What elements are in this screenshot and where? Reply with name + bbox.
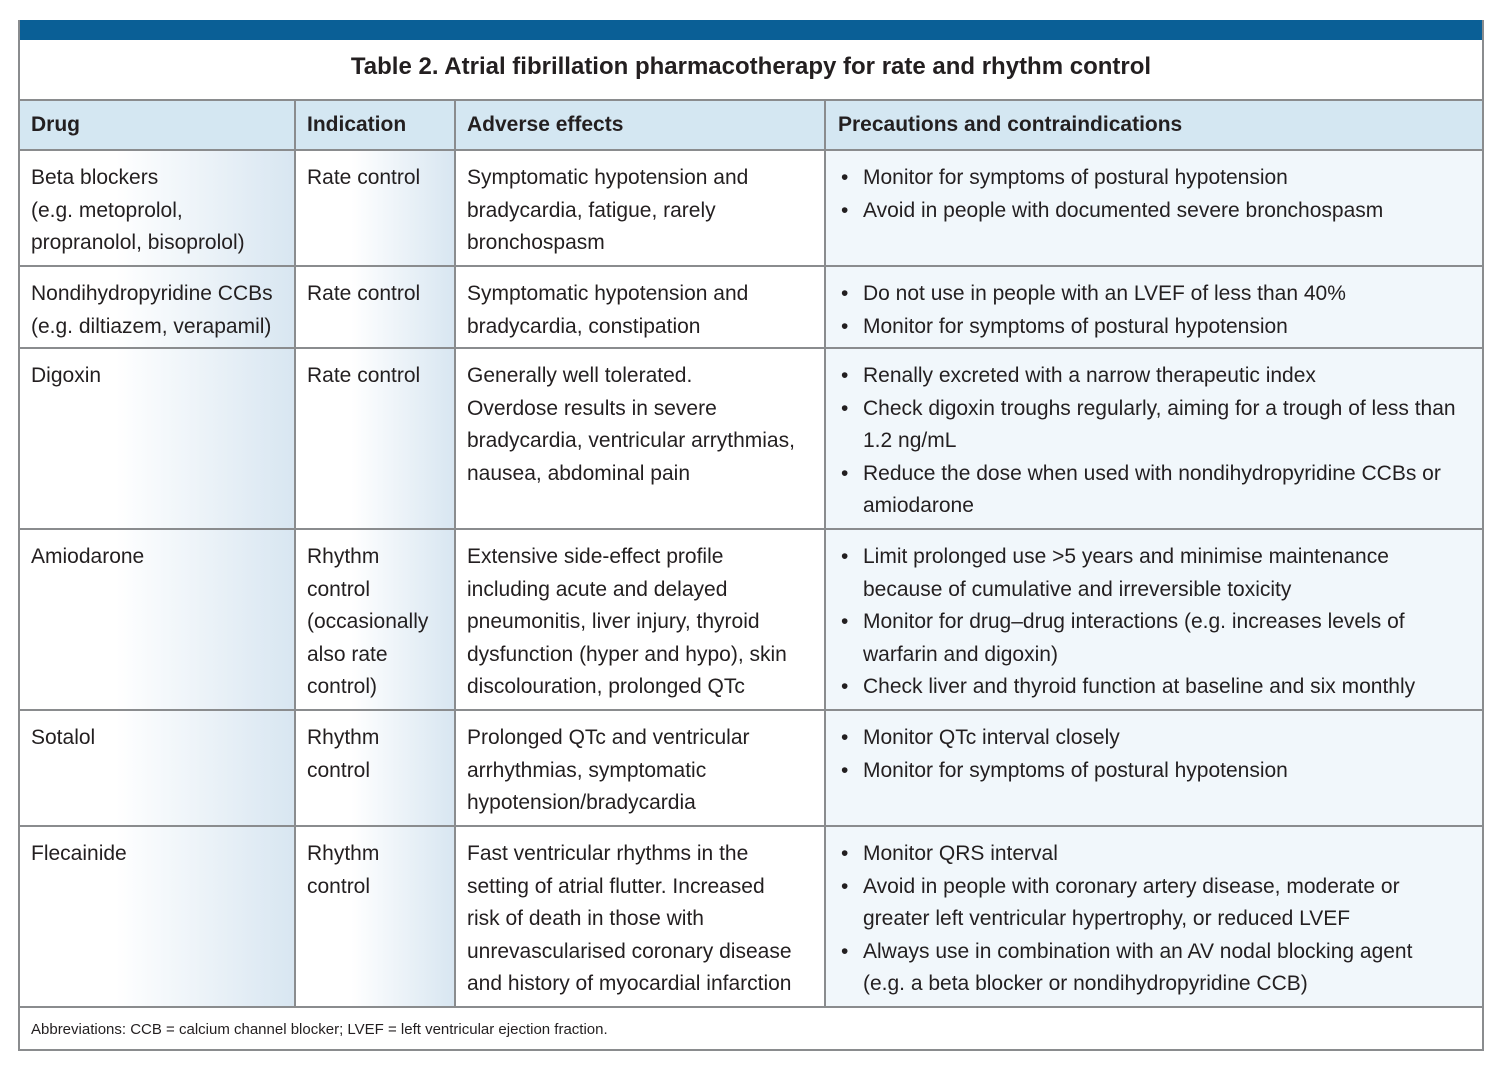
precautions-cell xyxy=(824,827,1482,1006)
cell-line: Amiodarone xyxy=(31,545,145,568)
table-row xyxy=(20,827,1482,1008)
cell-line: hypotension/bradycardia xyxy=(467,791,696,814)
cell-line: pneumonitis, liver injury, thyroid xyxy=(467,610,760,633)
cell-line: Rhythm xyxy=(307,842,380,865)
cell-line: Rate control xyxy=(307,364,421,387)
precaution-item xyxy=(838,671,1472,704)
indication-cell xyxy=(294,349,454,528)
cell-line: dysfunction (hyper and hypo), skin xyxy=(467,642,787,666)
cell-line: bradycardia, fatigue, rarely xyxy=(467,198,716,222)
adverse-effects-cell xyxy=(454,530,824,709)
cell-line: (e.g. metoprolol, xyxy=(31,198,183,222)
cell-line: Rhythm xyxy=(307,726,380,749)
cell-line: • Always use in combination with an AV nodal blocking agent xyxy=(863,939,1413,963)
cell-line: (occasionally xyxy=(307,610,429,633)
adverse-effects-cell xyxy=(454,267,824,347)
precautions-list xyxy=(838,278,1472,343)
cell-line: greater left ventricular hypertrophy, or reduced LVEF xyxy=(863,907,1351,930)
cell-line: Generally well tolerated. xyxy=(467,364,693,387)
cell-line: Extensive side-effect profile xyxy=(467,545,724,568)
precaution-item xyxy=(838,541,1472,606)
cell-line: bradycardia, constipation xyxy=(467,314,701,338)
adverse-effects-cell xyxy=(454,151,824,265)
precaution-item xyxy=(838,278,1472,311)
cell-line: • Do not use in people with an LVEF of less than 40% xyxy=(863,282,1346,305)
precaution-item xyxy=(838,838,1472,871)
cell-line: and history of myocardial infarction xyxy=(467,972,792,995)
header-drug: Drug xyxy=(31,113,80,136)
cell-line: Digoxin xyxy=(31,364,102,387)
cell-line: Overdose results in severe xyxy=(467,396,717,420)
indication-cell xyxy=(294,530,454,709)
precautions-cell xyxy=(824,530,1482,709)
cell-line: Rate control xyxy=(307,166,421,189)
header-indication: Indication xyxy=(294,101,454,149)
indication-cell xyxy=(294,151,454,265)
cell-line: control xyxy=(307,758,371,782)
cell-line: control) xyxy=(307,675,378,698)
cell-line: Symptomatic hypotension and xyxy=(467,282,749,305)
drug-cell xyxy=(20,711,294,825)
table-row xyxy=(20,349,1482,530)
table-title: Table 2. Atrial fibrillation pharmacotherapy for rate and rhythm control xyxy=(20,40,1482,101)
precaution-item xyxy=(838,162,1472,195)
cell-line: • Check digoxin troughs regularly, aiming for a trough of less than xyxy=(863,396,1456,420)
cell-line: bronchospasm xyxy=(467,231,605,254)
cell-line: • Monitor for symptoms of postural hypotension xyxy=(863,166,1288,189)
header-row xyxy=(20,101,1482,151)
drug-cell xyxy=(20,530,294,709)
cell-line: also rate xyxy=(307,642,388,666)
precautions-cell xyxy=(824,151,1482,265)
cell-line: • Avoid in people with documented severe bronchospasm xyxy=(863,198,1384,222)
cell-line: Sotalol xyxy=(31,726,96,749)
table-row xyxy=(20,151,1482,267)
cell-line: • Avoid in people with coronary artery disease, moderate or xyxy=(863,874,1400,898)
cell-line: • Monitor for drug–drug interactions (e.g. increases levels of xyxy=(863,610,1405,633)
cell-line: bradycardia, ventricular arrythmias, xyxy=(467,429,795,452)
cell-line: Symptomatic hypotension and xyxy=(467,166,749,189)
cell-line: arrhythmias, symptomatic xyxy=(467,758,707,782)
cell-line: • Monitor for symptoms of postural hypotension xyxy=(863,314,1288,338)
cell-line: amiodarone xyxy=(863,494,974,517)
indication-cell xyxy=(294,267,454,347)
precautions-cell xyxy=(824,349,1482,528)
cell-line: control xyxy=(307,874,371,898)
precaution-item xyxy=(838,722,1472,755)
precaution-item xyxy=(838,936,1472,1001)
header-precautions: Precautions and contraindications xyxy=(824,101,1482,149)
cell-line: including acute and delayed xyxy=(467,577,728,601)
cell-line: unrevascularised coronary disease xyxy=(467,939,792,963)
precaution-item xyxy=(838,871,1472,936)
cell-line: discolouration, prolonged QTc xyxy=(467,675,745,698)
table-row xyxy=(20,711,1482,827)
cell-line: • Monitor QRS interval xyxy=(863,842,1058,865)
footnote: Abbreviations: CCB = calcium channel blocker; LVEF = left ventricular ejection fraction. xyxy=(31,1021,608,1038)
cell-line: Flecainide xyxy=(31,842,127,865)
cell-line: • Reduce the dose when used with nondihydropyridine CCBs or xyxy=(863,461,1441,485)
cell-line: (e.g. diltiazem, verapamil) xyxy=(31,314,272,338)
top-accent-bar xyxy=(20,20,1482,40)
cell-line: (e.g. a beta blocker or nondihydropyridine CCB) xyxy=(863,972,1308,995)
cell-line: Nondihydropyridine CCBs xyxy=(31,282,273,305)
precaution-item xyxy=(838,195,1472,228)
cell-line: propranolol, bisoprolol) xyxy=(31,231,245,254)
cell-line: Prolonged QTc and ventricular xyxy=(467,726,750,749)
cell-line: Beta blockers xyxy=(31,166,159,189)
cell-line: risk of death in those with xyxy=(467,907,704,930)
precaution-item xyxy=(838,458,1472,523)
precautions-list xyxy=(838,541,1472,704)
table-row xyxy=(20,530,1482,711)
precaution-item xyxy=(838,755,1472,788)
precaution-item xyxy=(838,360,1472,393)
cell-line: Rate control xyxy=(307,282,421,305)
cell-line: control xyxy=(307,577,371,601)
precaution-item xyxy=(838,606,1472,671)
cell-line: Rhythm xyxy=(307,545,380,568)
cell-line: 1.2 ng/mL xyxy=(863,429,957,452)
indication-cell xyxy=(294,711,454,825)
cell-line: • Monitor for symptoms of postural hypotension xyxy=(863,758,1288,782)
precaution-item xyxy=(838,393,1472,458)
precautions-list xyxy=(838,722,1472,787)
drug-cell xyxy=(20,827,294,1006)
precautions-list xyxy=(838,360,1472,523)
precautions-cell xyxy=(824,267,1482,347)
cell-line: nausea, abdominal pain xyxy=(467,461,691,485)
drug-cell xyxy=(20,349,294,528)
adverse-effects-cell xyxy=(454,711,824,825)
table-body xyxy=(20,151,1482,1008)
cell-line: warfarin and digoxin) xyxy=(863,642,1058,666)
table-frame xyxy=(18,20,1484,1051)
drug-cell xyxy=(20,267,294,347)
precautions-list xyxy=(838,162,1472,227)
precautions-list xyxy=(838,838,1472,1001)
cell-line: • Monitor QTc interval closely xyxy=(863,726,1120,749)
precaution-item xyxy=(838,311,1472,344)
precautions-cell xyxy=(824,711,1482,825)
adverse-effects-cell xyxy=(454,349,824,528)
cell-line: • Check liver and thyroid function at baseline and six monthly xyxy=(863,675,1416,698)
drug-cell xyxy=(20,151,294,265)
cell-line: because of cumulative and irreversible toxicity xyxy=(863,577,1292,601)
table-row xyxy=(20,267,1482,349)
cell-line: setting of atrial flutter. Increased xyxy=(467,874,765,898)
cell-line: Fast ventricular rhythms in the xyxy=(467,842,749,865)
cell-line: • Renally excreted with a narrow therapeutic index xyxy=(863,364,1316,387)
indication-cell xyxy=(294,827,454,1006)
adverse-effects-cell xyxy=(454,827,824,1006)
cell-line: • Limit prolonged use >5 years and minimise maintenance xyxy=(863,545,1389,568)
header-adverse-effects: Adverse effects xyxy=(454,101,824,149)
